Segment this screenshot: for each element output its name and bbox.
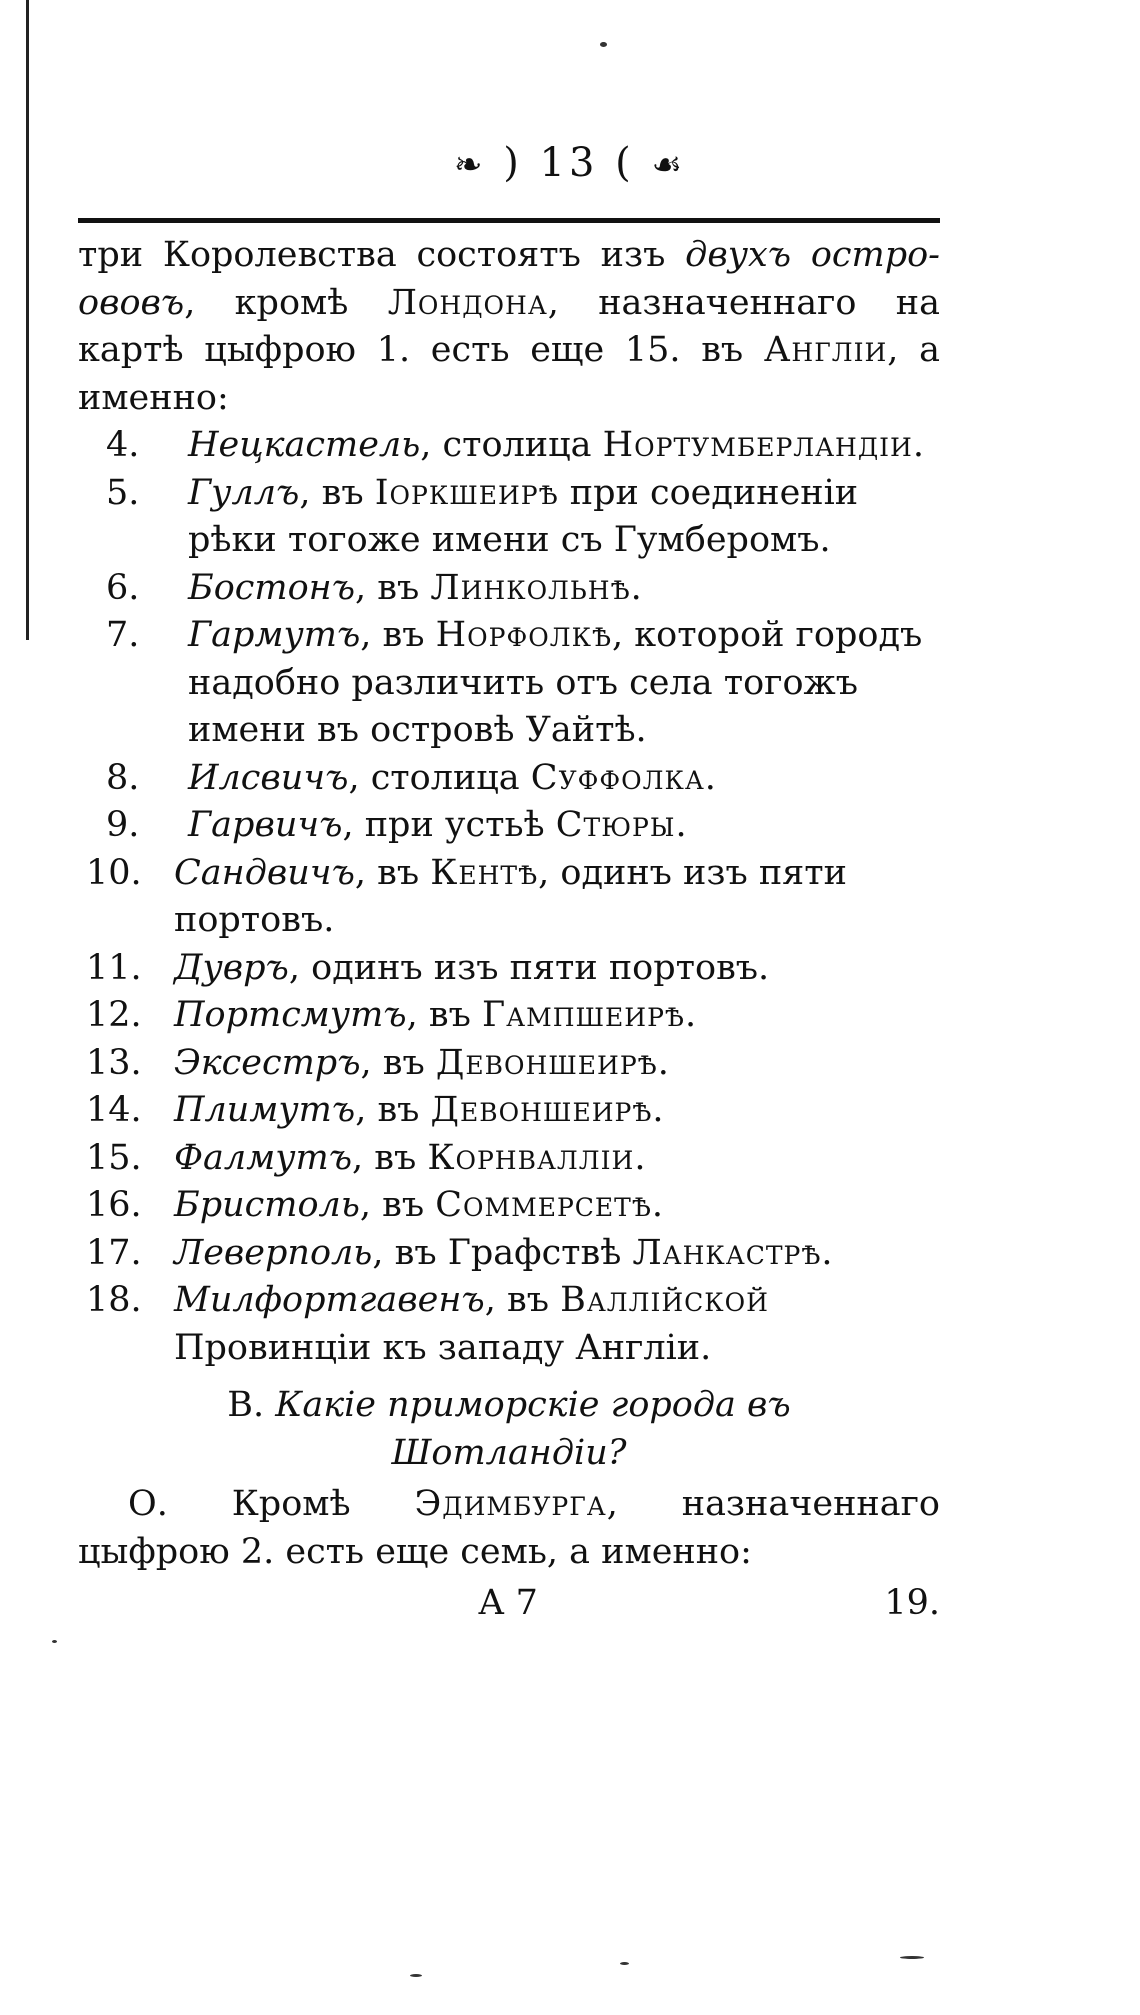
port-entry <box>78 1277 940 1372</box>
port-entry <box>78 422 940 470</box>
port-entry <box>78 1182 940 1230</box>
port-entry <box>78 992 940 1040</box>
intro-italic: двухъ остро-ововъ <box>78 235 941 323</box>
england-name: Англіи <box>763 330 888 370</box>
entry-text: , въ Графствѣ <box>372 1232 633 1273</box>
entry-text: , столица <box>348 757 531 798</box>
port-list <box>78 422 940 1372</box>
answer-text: , назначеннаго цыфрою 2. есть еще семь, а именно: <box>78 1484 940 1572</box>
entry-text: при соединеніи рѣки тогоже имени съ Гумберомъ. <box>188 472 859 560</box>
port-name: Эксестръ <box>174 1042 361 1083</box>
answer <box>78 1481 940 1576</box>
catchword: 19. <box>884 1583 940 1623</box>
entry-text: . <box>630 567 642 608</box>
edinburgh-name: Эдимбурга <box>414 1484 607 1524</box>
port-entry <box>78 945 940 993</box>
port-entry <box>78 1087 940 1135</box>
region-name: Суффолка <box>530 757 705 798</box>
entry-number: 15. <box>86 1137 142 1178</box>
intro-text: , а именно: <box>78 330 940 418</box>
entry-number: 11. <box>86 947 142 988</box>
port-entry <box>78 565 940 613</box>
entry-number: 4. <box>106 425 140 465</box>
header-rule <box>78 218 940 223</box>
port-name: Гарвичъ <box>188 805 343 845</box>
question-text: Какiе приморскiе города въ Шотландiи? <box>275 1385 791 1473</box>
region-name: Нортумберландіи <box>602 425 913 465</box>
entry-text: , которой городъ надобно различить отъ села тогожъ имени въ островѣ Уайтѣ. <box>188 615 923 750</box>
region-name: Кентѣ <box>430 852 539 893</box>
entry-text: . <box>821 1232 833 1273</box>
port-name: Дувръ <box>174 947 289 988</box>
entry-number: 10. <box>86 852 142 893</box>
ink-speck <box>900 1956 924 1959</box>
page-edge-line <box>26 0 29 640</box>
entry-number: 17. <box>86 1232 142 1273</box>
region-name: Валлiйской <box>560 1280 769 1320</box>
intro-text: , назначеннаго на картѣ цыфрою 1. есть еще 15. въ <box>78 282 940 370</box>
entry-text: . <box>657 1042 669 1083</box>
intro-text: , кромѣ <box>184 282 388 323</box>
port-name: Гармутъ <box>188 615 361 655</box>
right-ornament-icon: ☙ <box>651 145 686 185</box>
entry-number: 13. <box>86 1042 142 1083</box>
page-number: 13 <box>539 140 599 186</box>
entry-text: , столица <box>420 425 603 465</box>
entry-text: . <box>675 805 687 845</box>
entry-text: . <box>652 1090 664 1130</box>
page-body <box>78 232 940 1630</box>
ink-speck <box>620 1962 629 1965</box>
entry-text: , въ <box>299 472 375 513</box>
header-paren-open: ) <box>503 140 523 186</box>
port-name: Леверполь <box>174 1232 373 1273</box>
entry-text: . <box>912 425 925 465</box>
answer-label: О. <box>128 1484 168 1524</box>
entry-text: , при устьѣ <box>342 805 556 845</box>
entry-number: 12. <box>86 995 142 1035</box>
london-name: Лондона <box>387 282 548 323</box>
port-name: Плимутъ <box>174 1090 356 1130</box>
intro-paragraph <box>78 232 940 422</box>
entry-number: 18. <box>86 1280 142 1320</box>
entry-text: , одинъ изъ пяти портовъ. <box>288 947 770 988</box>
port-name: Нецкастель <box>188 425 421 465</box>
region-name: Соммерсетѣ <box>435 1185 652 1225</box>
entry-text: , въ <box>360 615 436 655</box>
entry-text: , въ <box>354 852 431 893</box>
entry-number: 9. <box>106 805 140 845</box>
region-name: Гампшеирѣ <box>482 995 685 1035</box>
entry-number: 14. <box>86 1090 142 1130</box>
entry-text: Провинцiи къ западу Англiи. <box>174 1327 712 1368</box>
left-ornament-icon: ❧ <box>454 145 487 185</box>
port-entry <box>78 612 940 755</box>
port-name: Гуллъ <box>188 472 300 513</box>
entry-text: . <box>634 1137 646 1178</box>
ink-speck <box>410 1974 422 1977</box>
port-entry <box>78 850 940 945</box>
question-label: В. <box>227 1385 265 1425</box>
port-entry <box>78 470 940 565</box>
port-name: Милфортгавенъ <box>174 1280 485 1320</box>
entry-number: 8. <box>106 757 140 798</box>
entry-text: . <box>684 995 697 1035</box>
port-name: Бостонъ <box>188 567 356 608</box>
region-name: Іоркшеирѣ <box>374 472 559 513</box>
port-entry <box>78 1135 940 1183</box>
entry-number: 16. <box>86 1185 142 1225</box>
port-name: Сандвичъ <box>174 852 355 893</box>
page-footer <box>78 1580 940 1630</box>
entry-text: , въ <box>355 1090 431 1130</box>
entry-text: , въ <box>484 1280 561 1320</box>
intro-text: три Королевства состоятъ изъ <box>78 235 686 275</box>
region-name: Линкольнѣ <box>430 567 631 608</box>
entry-text: , въ <box>360 1042 436 1083</box>
entry-text: , одинъ изъ пяти портовъ. <box>174 852 847 940</box>
entry-text: , въ <box>359 1185 436 1225</box>
entry-text: , въ <box>406 995 482 1035</box>
port-name: Фалмутъ <box>174 1137 353 1178</box>
region-name: Ланкастрѣ <box>632 1232 822 1273</box>
region-name: Стюры <box>555 805 676 845</box>
entry-number: 6. <box>106 567 140 608</box>
port-entry <box>78 755 940 803</box>
entry-number: 5. <box>106 472 140 513</box>
ink-speck <box>600 42 607 47</box>
region-name: Норфолкѣ <box>435 615 612 655</box>
question <box>78 1382 940 1477</box>
running-header <box>0 140 1140 186</box>
answer-text: Кромѣ <box>167 1484 415 1524</box>
port-name: Бристоль <box>174 1185 360 1225</box>
region-name: Корнваллiи <box>427 1137 635 1178</box>
region-name: Девоншеирѣ <box>430 1090 653 1130</box>
entry-number: 7. <box>106 615 140 655</box>
port-entry <box>78 1230 940 1278</box>
port-name: Илсвичъ <box>188 757 349 798</box>
ink-speck <box>52 1640 57 1643</box>
header-paren-close: ( <box>615 140 635 186</box>
entry-text: , въ <box>355 567 431 608</box>
port-entry <box>78 1040 940 1088</box>
region-name: Девоншеирѣ <box>435 1042 658 1083</box>
entry-text: , въ <box>352 1137 428 1178</box>
entry-text: . <box>704 757 716 798</box>
port-name: Портсмутъ <box>174 995 407 1035</box>
entry-text: . <box>651 1185 664 1225</box>
port-entry <box>78 802 940 850</box>
signature-mark: А 7 <box>478 1583 538 1623</box>
